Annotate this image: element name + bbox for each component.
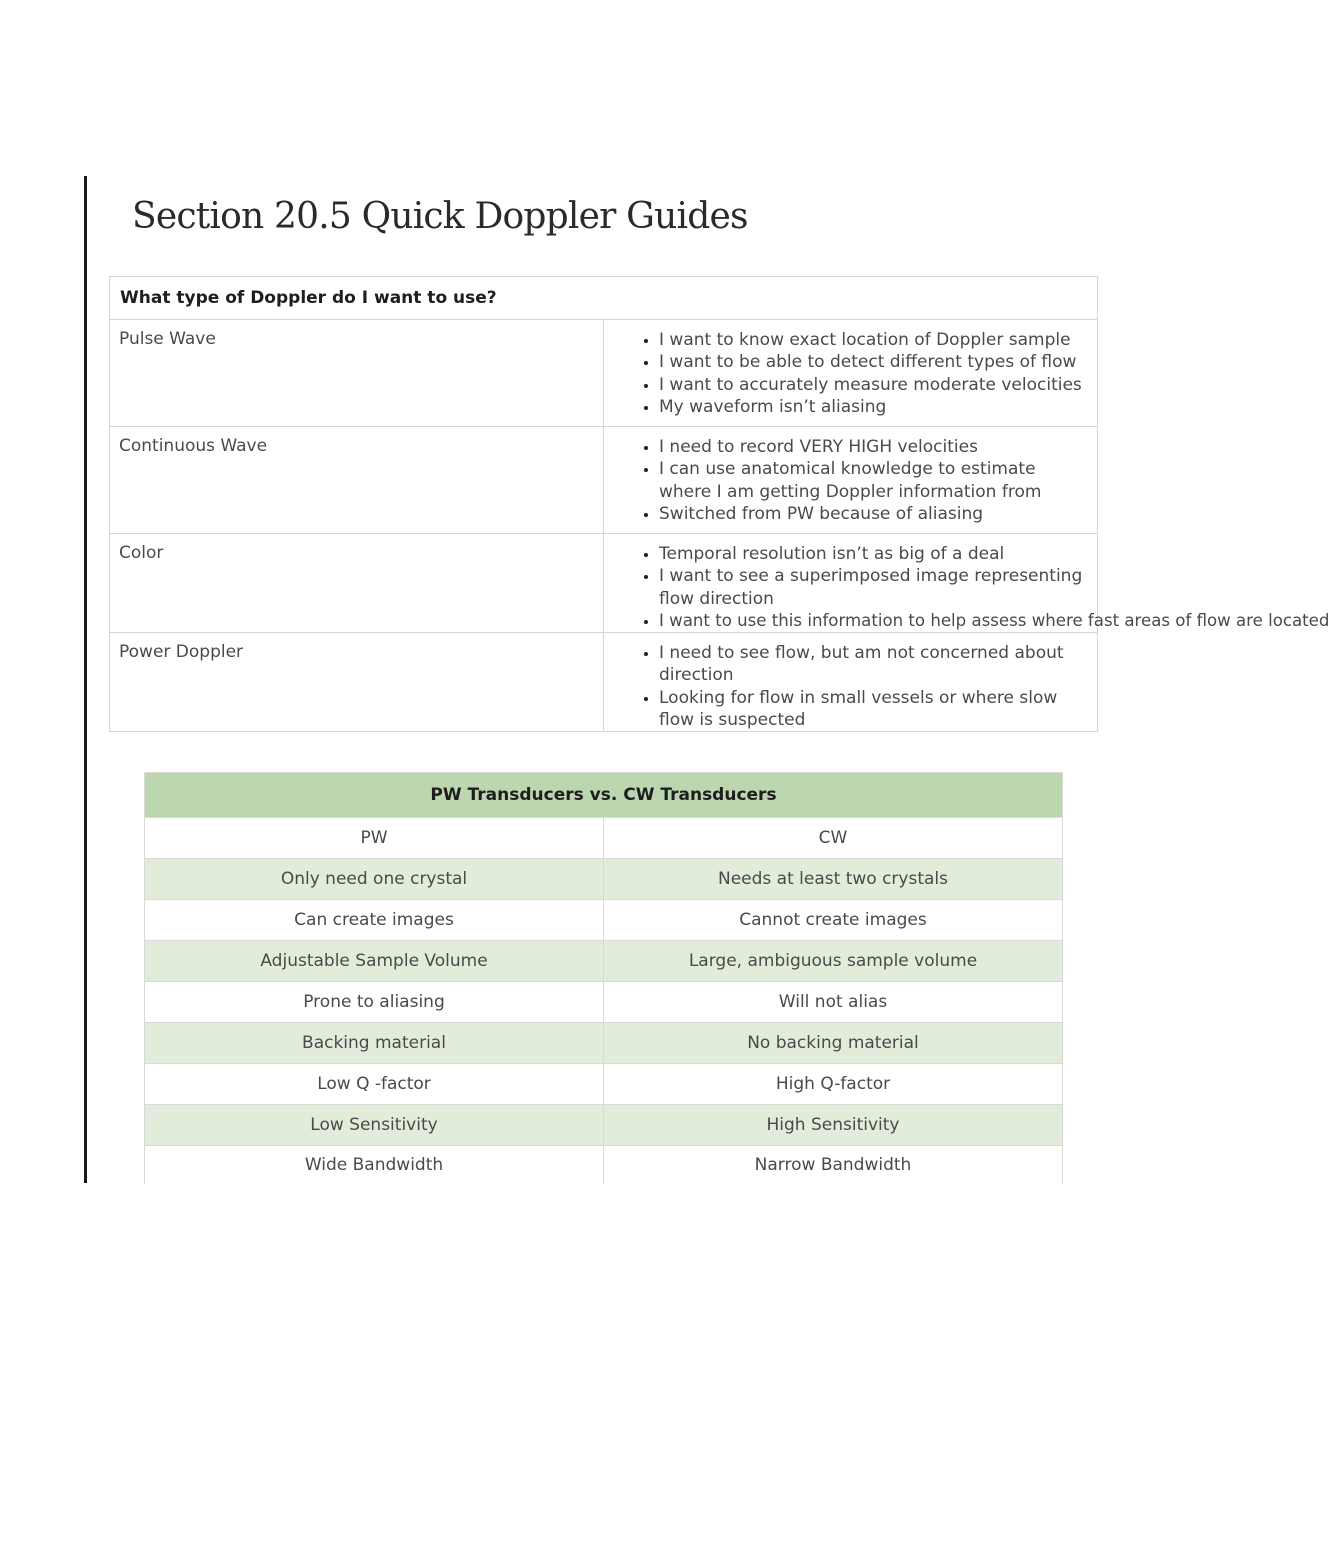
bullet-list: [604, 642, 1085, 731]
bullet-item: • I need to see flow, but am not concerned about direction: [659, 642, 1085, 687]
pw-cell: Adjustable Sample Volume: [145, 941, 604, 982]
comparison-row: [145, 1105, 1063, 1146]
cw-cell: Needs at least two crystals: [604, 859, 1063, 900]
cw-cell: High Q-factor: [604, 1064, 1063, 1105]
pw-cell: Only need one crystal: [145, 859, 604, 900]
left-margin-rule: [84, 176, 87, 1183]
bullet-item: • My waveform isn’t aliasing: [659, 396, 1085, 418]
comparison-row: [145, 859, 1063, 900]
comparison-row: [145, 900, 1063, 941]
bullet-item: • I want to accurately measure moderate velocities: [659, 374, 1085, 396]
bullet-item: • I want to use this information to help assess where fast areas of flow are located: [659, 610, 1085, 632]
bullet-list: [604, 436, 1085, 525]
guide-row-pulse-wave: [110, 320, 1098, 427]
section-title: Section 20.5 Quick Doppler Guides: [132, 196, 748, 237]
cw-column-header: CW: [604, 818, 1063, 859]
cw-cell: High Sensitivity: [604, 1105, 1063, 1146]
pw-cell: Backing material: [145, 1023, 604, 1064]
cw-cell: Will not alias: [604, 982, 1063, 1023]
comparison-row: [145, 1023, 1063, 1064]
doppler-type-label: Color: [110, 534, 604, 633]
guide-row-power-doppler: [110, 633, 1098, 732]
bullet-item: • I can use anatomical knowledge to estimate where I am getting Doppler information from: [659, 458, 1085, 503]
guide-row-color: [110, 534, 1098, 633]
pw-vs-cw-comparison-table: [144, 772, 1063, 1184]
pw-cell: Can create images: [145, 900, 604, 941]
bullet-list: [604, 543, 1329, 632]
bullet-item: • Looking for flow in small vessels or where slow flow is suspected: [659, 687, 1085, 732]
bullet-item: • I need to record VERY HIGH velocities: [659, 436, 1085, 458]
comparison-row: [145, 1146, 1063, 1185]
comparison-row: [145, 982, 1063, 1023]
doppler-type-label: Power Doppler: [110, 633, 604, 732]
bullet-item: • I want to know exact location of Doppler sample: [659, 329, 1085, 351]
pw-cell: Prone to aliasing: [145, 982, 604, 1023]
guide-table-question: What type of Doppler do I want to use?: [110, 277, 1098, 320]
pw-cell: Low Q -factor: [145, 1064, 604, 1105]
guide-row-continuous-wave: [110, 427, 1098, 534]
bullet-item: • Switched from PW because of aliasing: [659, 503, 1085, 525]
comparison-row: [145, 941, 1063, 982]
pw-column-header: PW: [145, 818, 604, 859]
pw-cell: Low Sensitivity: [145, 1105, 604, 1146]
bullet-item: • I want to be able to detect different types of flow: [659, 351, 1085, 373]
cw-cell: Large, ambiguous sample volume: [604, 941, 1063, 982]
doppler-type-guide-table: [109, 276, 1329, 732]
comparison-table-title: PW Transducers vs. CW Transducers: [145, 773, 1063, 818]
comparison-row: [145, 1064, 1063, 1105]
cw-cell: No backing material: [604, 1023, 1063, 1064]
doppler-type-label: Continuous Wave: [110, 427, 604, 534]
cw-cell: Cannot create images: [604, 900, 1063, 941]
bullet-item: • Temporal resolution isn’t as big of a deal: [659, 543, 1085, 565]
doppler-type-label: Pulse Wave: [110, 320, 604, 427]
bullet-list: [604, 329, 1085, 418]
bullet-item: • I want to see a superimposed image representing flow direction: [659, 565, 1085, 610]
comparison-header-row: [145, 818, 1063, 859]
pw-cell: Wide Bandwidth: [145, 1146, 604, 1185]
cw-cell: Narrow Bandwidth: [604, 1146, 1063, 1185]
